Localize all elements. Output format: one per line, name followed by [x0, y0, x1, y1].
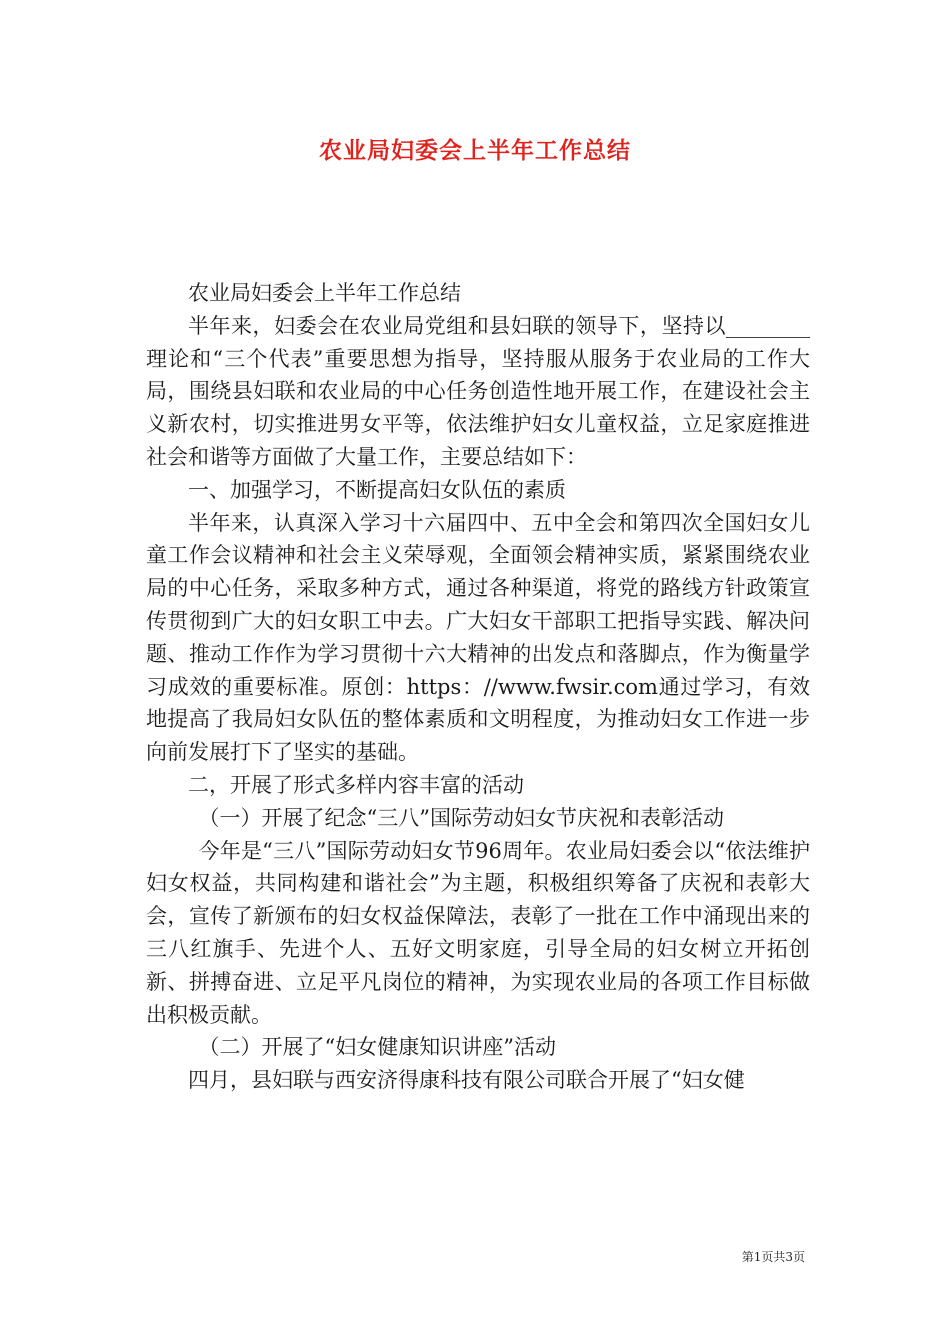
paragraph-study: 半年来，认真深入学习十六届四中、五中全会和第四次全国妇女儿童工作会议精神和社会主义荣辱观，全面领会精神实质，紧紧围绕农业局的中心任务，采取多种方式，通过各种渠道，将党的路线方针政策宣传贯彻到广大的妇女职工中去。广大妇女干部职工把指导实践、解决问题、推动工作作为学习贯彻十六大精神的出发点和落脚点，作为衡量学习成效的重要标准。原创：https：//www.fwsir.com通过学习，有效地提高了我局妇女队伍的整体素质和文明程度，为推动妇女工作进一步向前发展打下了坚实的基础。 — [146, 510, 810, 765]
page-number: 第1页共3页 — [741, 1250, 805, 1264]
section-heading-2: 二，开展了形式多样内容丰富的活动 — [188, 772, 524, 797]
subsection-heading-1: （一）开展了纪念“三八”国际劳动妇女节庆祝和表彰活动 — [198, 805, 724, 830]
paragraph-heading: 农业局妇委会上半年工作总结 — [188, 281, 461, 305]
document-body — [146, 277, 810, 1097]
section-heading-1: 一、加强学习，不断提高妇女队伍的素质 — [188, 477, 566, 502]
subsection-heading-2: （二）开展了“妇女健康知识讲座”活动 — [198, 1035, 556, 1060]
paragraph-health-lecture: 四月，县妇联与西安济得康科技有限公司联合开展了“妇女健 — [188, 1068, 745, 1093]
document-title: 农业局妇委会上半年工作总结 — [319, 137, 631, 164]
paragraph-intro: 半年来，妇委会在农业局党组和县妇联的领导下，坚持以________理论和“三个代表”重要思想为指导，坚持服从服务于农业局的工作大局，围绕县妇联和农业局的中心任务创造性地开展工作，在建设社会主义新农村，切实推进男女平等，依法维护妇女儿童权益，立足家庭推进社会和谐等方面做了大量工作，主要总结如下： — [146, 313, 810, 469]
paragraph-womens-day: 今年是“三八”国际劳动妇女节96周年。农业局妇委会以“依法维护妇女权益，共同构建和谐社会”为主题，积极组织筹备了庆祝和表彰大会，宣传了新颁布的妇女权益保障法，表彰了一批在工作中涌现出来的三八红旗手、先进个人、五好文明家庭，引导全局的妇女树立开拓创新、拼搏奋进、立足平凡岗位的精神，为实现农业局的各项工作目标做出积极贡献。 — [146, 838, 810, 1027]
